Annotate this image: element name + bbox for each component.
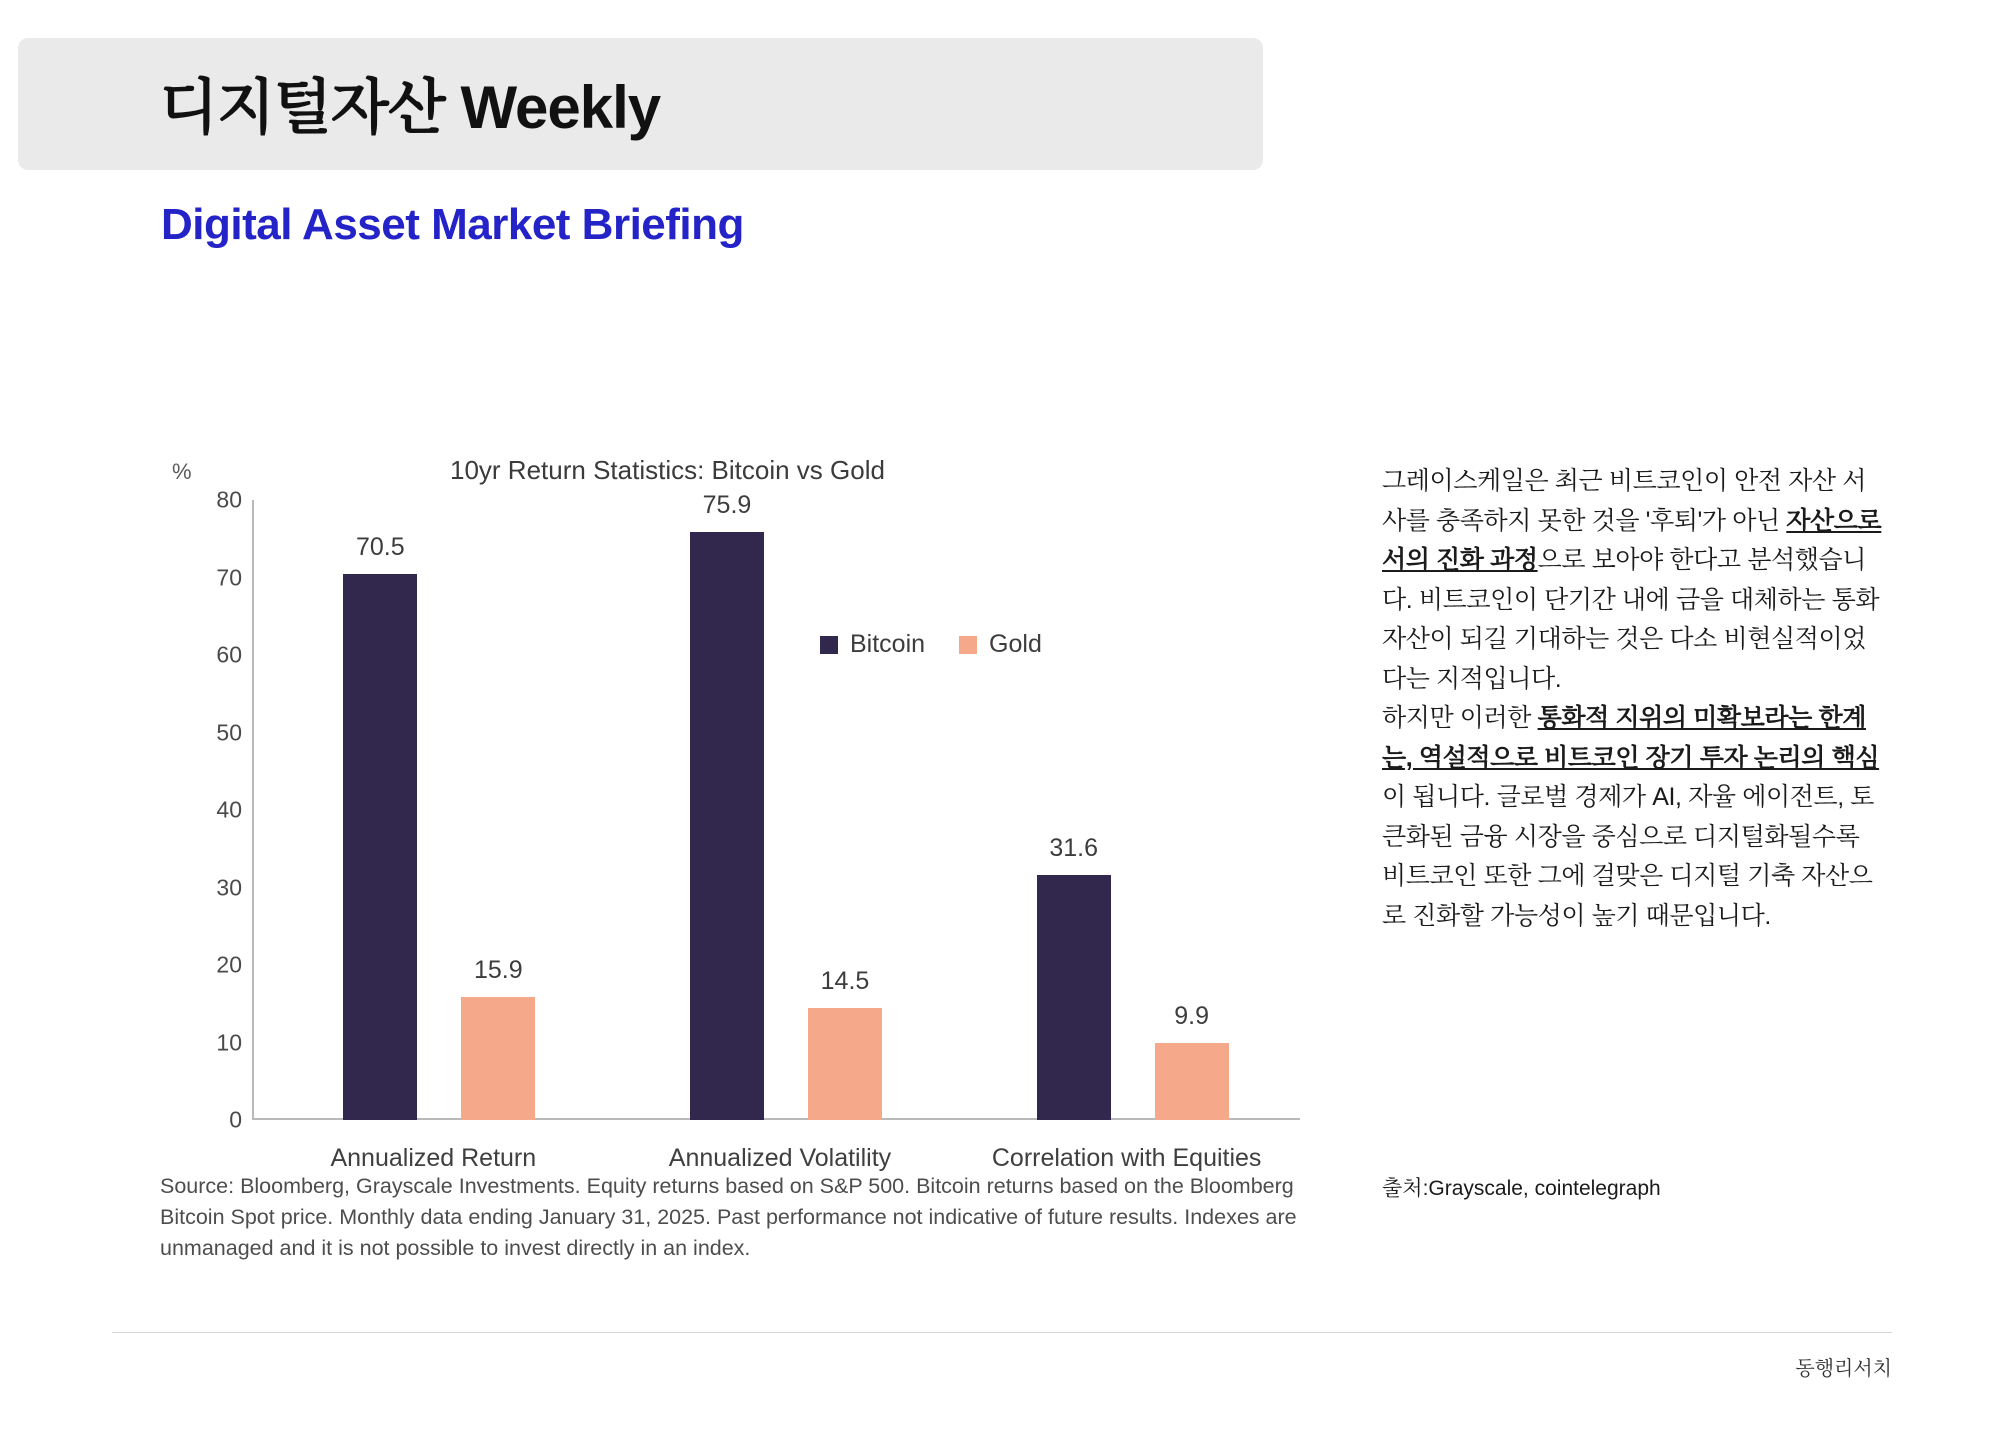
y-axis-tick-label: 70 xyxy=(216,564,242,590)
x-axis-category-label: Correlation with Equities xyxy=(991,1144,1262,1172)
commentary-source: 출처:Grayscale, cointelegraph xyxy=(1382,1177,1661,1200)
legend-item-bitcoin xyxy=(820,630,925,659)
chart-bar-group xyxy=(607,490,954,1172)
legend-label-gold: Gold xyxy=(989,630,1042,658)
legend-item-gold xyxy=(959,630,1042,659)
chart-bar-bitcoin xyxy=(690,490,764,1120)
chart-bar-group xyxy=(953,500,1300,1172)
commentary-p1-part2: 으로 보아야 한다고 분석했습니다. 비트코인이 단기간 내에 금을 대체하는 통화 자산이 되길 기대하는 것은 다소 비현실적이었다는 지적입니다. xyxy=(1382,546,1880,693)
commentary-p1-part1: 그레이스케일은 최근 비트코인이 안전 자산 서사를 충족하지 못한 것을 '후퇴'가 아닌 xyxy=(1382,467,1866,535)
chart-bar-value-label: 75.9 xyxy=(702,490,752,519)
y-axis-tick-label: 10 xyxy=(216,1029,242,1055)
y-axis-line xyxy=(252,500,254,1120)
chart-bar-value-label: 15.9 xyxy=(473,955,523,984)
chart-bar-value-label: 31.6 xyxy=(1049,834,1098,863)
y-axis-tick-label: 80 xyxy=(216,486,242,513)
y-axis-tick-label: 60 xyxy=(216,641,242,668)
chart-source-note: Source: Bloomberg, Grayscale Investments. Equity returns based on S&P 500. Bitcoin returns based on the Bloomberg Bitcoin Spot price. Monthly data ending January 31, 2025. Past performance not indicative of future results. Indexes are unmanaged and it is not possible to invest directly in an index. xyxy=(160,1174,1297,1261)
legend-swatch-icon xyxy=(820,636,838,654)
chart-bar-bitcoin xyxy=(343,532,417,1120)
commentary-paragraph-1 xyxy=(1382,462,1882,699)
chart-plot-area xyxy=(216,486,1300,1172)
chart-title: 10yr Return Statistics: Bitcoin vs Gold xyxy=(450,455,885,485)
chart-bar-gold xyxy=(808,966,882,1120)
chart-bar-gold xyxy=(461,955,535,1120)
chart-bar-gold xyxy=(1155,1002,1229,1120)
y-axis-tick-label: 30 xyxy=(216,874,242,900)
y-axis-unit-label: % xyxy=(172,459,192,484)
commentary-p2-part2: 이 됩니다. 글로벌 경제가 AI, 자율 에이전트, 토큰화된 금융 시장을 중심으로 디지털화될수록 비트코인 또한 그에 걸맞은 디지털 기축 자산으로 진화할 가능성이 높기 때문입니다. xyxy=(1382,783,1875,930)
legend-swatch-icon xyxy=(959,636,977,654)
y-axis-tick-label: 50 xyxy=(216,719,242,745)
chart-container xyxy=(160,455,1340,1265)
chart-bar-group xyxy=(260,500,607,1172)
chart-bar-value-label: 9.9 xyxy=(1174,1002,1210,1031)
x-axis-category-label: Annualized Volatility xyxy=(668,1144,892,1172)
page-title: 디지털자산 Weekly xyxy=(160,74,661,141)
commentary-paragraph-2 xyxy=(1382,699,1882,936)
legend-label-bitcoin: Bitcoin xyxy=(850,630,926,658)
commentary-p2-part1: 하지만 이러한 xyxy=(1382,704,1538,732)
page-subtitle: Digital Asset Market Briefing xyxy=(161,200,744,249)
chart-bar-value-label: 14.5 xyxy=(820,966,870,995)
x-axis-category-label: Annualized Return xyxy=(330,1144,537,1172)
y-axis-tick-label: 20 xyxy=(216,951,242,978)
commentary-p1-emphasis: 자산으로서의 진화 과정 xyxy=(1382,506,1882,574)
commentary-p2-emphasis: 통화적 지위의 미확보라는 한계는, 역설적으로 비트코인 장기 투자 논리의 핵심 xyxy=(1382,704,1880,772)
chart-bar-bitcoin xyxy=(1037,834,1111,1120)
footer-divider xyxy=(112,1332,1892,1333)
commentary-text xyxy=(1382,462,1882,936)
footer-brand: 동행리서치 xyxy=(1795,1358,1892,1380)
chart-bar-value-label: 70.5 xyxy=(355,532,405,561)
y-axis-tick-label: 40 xyxy=(216,796,242,823)
y-axis-tick-label: 0 xyxy=(229,1106,242,1133)
chart-legend xyxy=(820,630,1042,659)
